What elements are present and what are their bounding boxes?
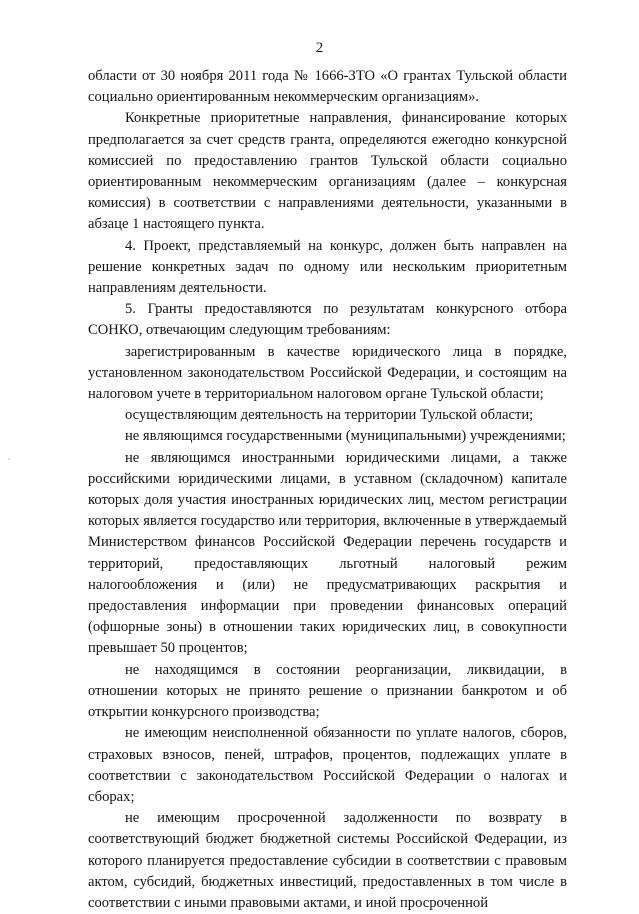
paragraph-priority-directions: Конкретные приоритетные направления, финансирование которых предполагается за счет средств гранта, определяются ежегодно конкурсной комиссией по предоставлению грантов Тульской области социально ориентированным некоммерческим организациям (далее – конкурсная комиссия) в соответствии с направлениями деятельности, указанными в абзаце 1 настоящего пункта. — [88, 110, 567, 233]
requirement-territory: осуществляющим деятельность на территории Тульской области; — [125, 407, 534, 424]
page-number: 2 — [315, 40, 324, 56]
requirement-registered: зарегистрированным в качестве юридического лица в порядке, установленном законодательством Российской Федерации, и состоящим на налоговом учете в территориальном налоговом органе Тульской области; — [88, 343, 567, 403]
scan-margin-mark — [8, 458, 10, 460]
paragraph-law-reference: области от 30 ноября 2011 года № 1666-ЗТО «О грантах Тульской области социально ориентированным некоммерческим организациям». — [88, 68, 567, 106]
requirement-not-foreign: не являющимся иностранными юридическими лицами, а также российскими юридическими лицами, в уставном (складочном) капитале которых доля участия иностранных юридических лиц, местом регистрации которых является государство или территория, включенные в утверждаемый Министерством финансов Российской Федерации перечень государств и территорий, предоставляющих льготный налоговый режим налогообложения и (или) не предусматривающих раскрытия и предоставления информации при проведении финансовых операций (офшорные зоны) в отношении таких юридических лиц, в совокупности превышает 50 процентов; — [88, 449, 567, 657]
requirement-no-tax-debt: не имеющим неисполненной обязанности по уплате налогов, сборов, страховых взносов, пеней, штрафов, процентов, подлежащих уплате в соответствии с законодательством Российской Федерации о налогах и сборах; — [88, 725, 567, 805]
requirement-not-reorganization: не находящимся в состоянии реорганизации, ликвидации, в отношении которых не принято решение о признании банкротом и об открытии конкурсного производства; — [88, 661, 567, 721]
requirement-not-state-institution: не являющимся государственными (муниципальными) учреждениями; — [125, 428, 566, 445]
requirement-no-overdue-debt: не имеющим просроченной задолженности по возврату в соответствующий бюджет бюджетной системы Российской Федерации, из которого планируется предоставление субсидии в соответствии с правовым актом, субсидий, бюджетных инвестиций, предоставленных в том числе в соответствии с иными правовыми актами, и иной просроченной — [88, 810, 567, 911]
paragraph-item-5: 5. Гранты предоставляются по результатам конкурсного отбора СОНКО, отвечающим следующим требованиям: — [88, 301, 567, 339]
document-body — [88, 66, 567, 914]
paragraph-item-4: 4. Проект, представляемый на конкурс, должен быть направлен на решение конкретных задач по одному или нескольким приоритетным направлениям деятельности. — [88, 237, 567, 297]
